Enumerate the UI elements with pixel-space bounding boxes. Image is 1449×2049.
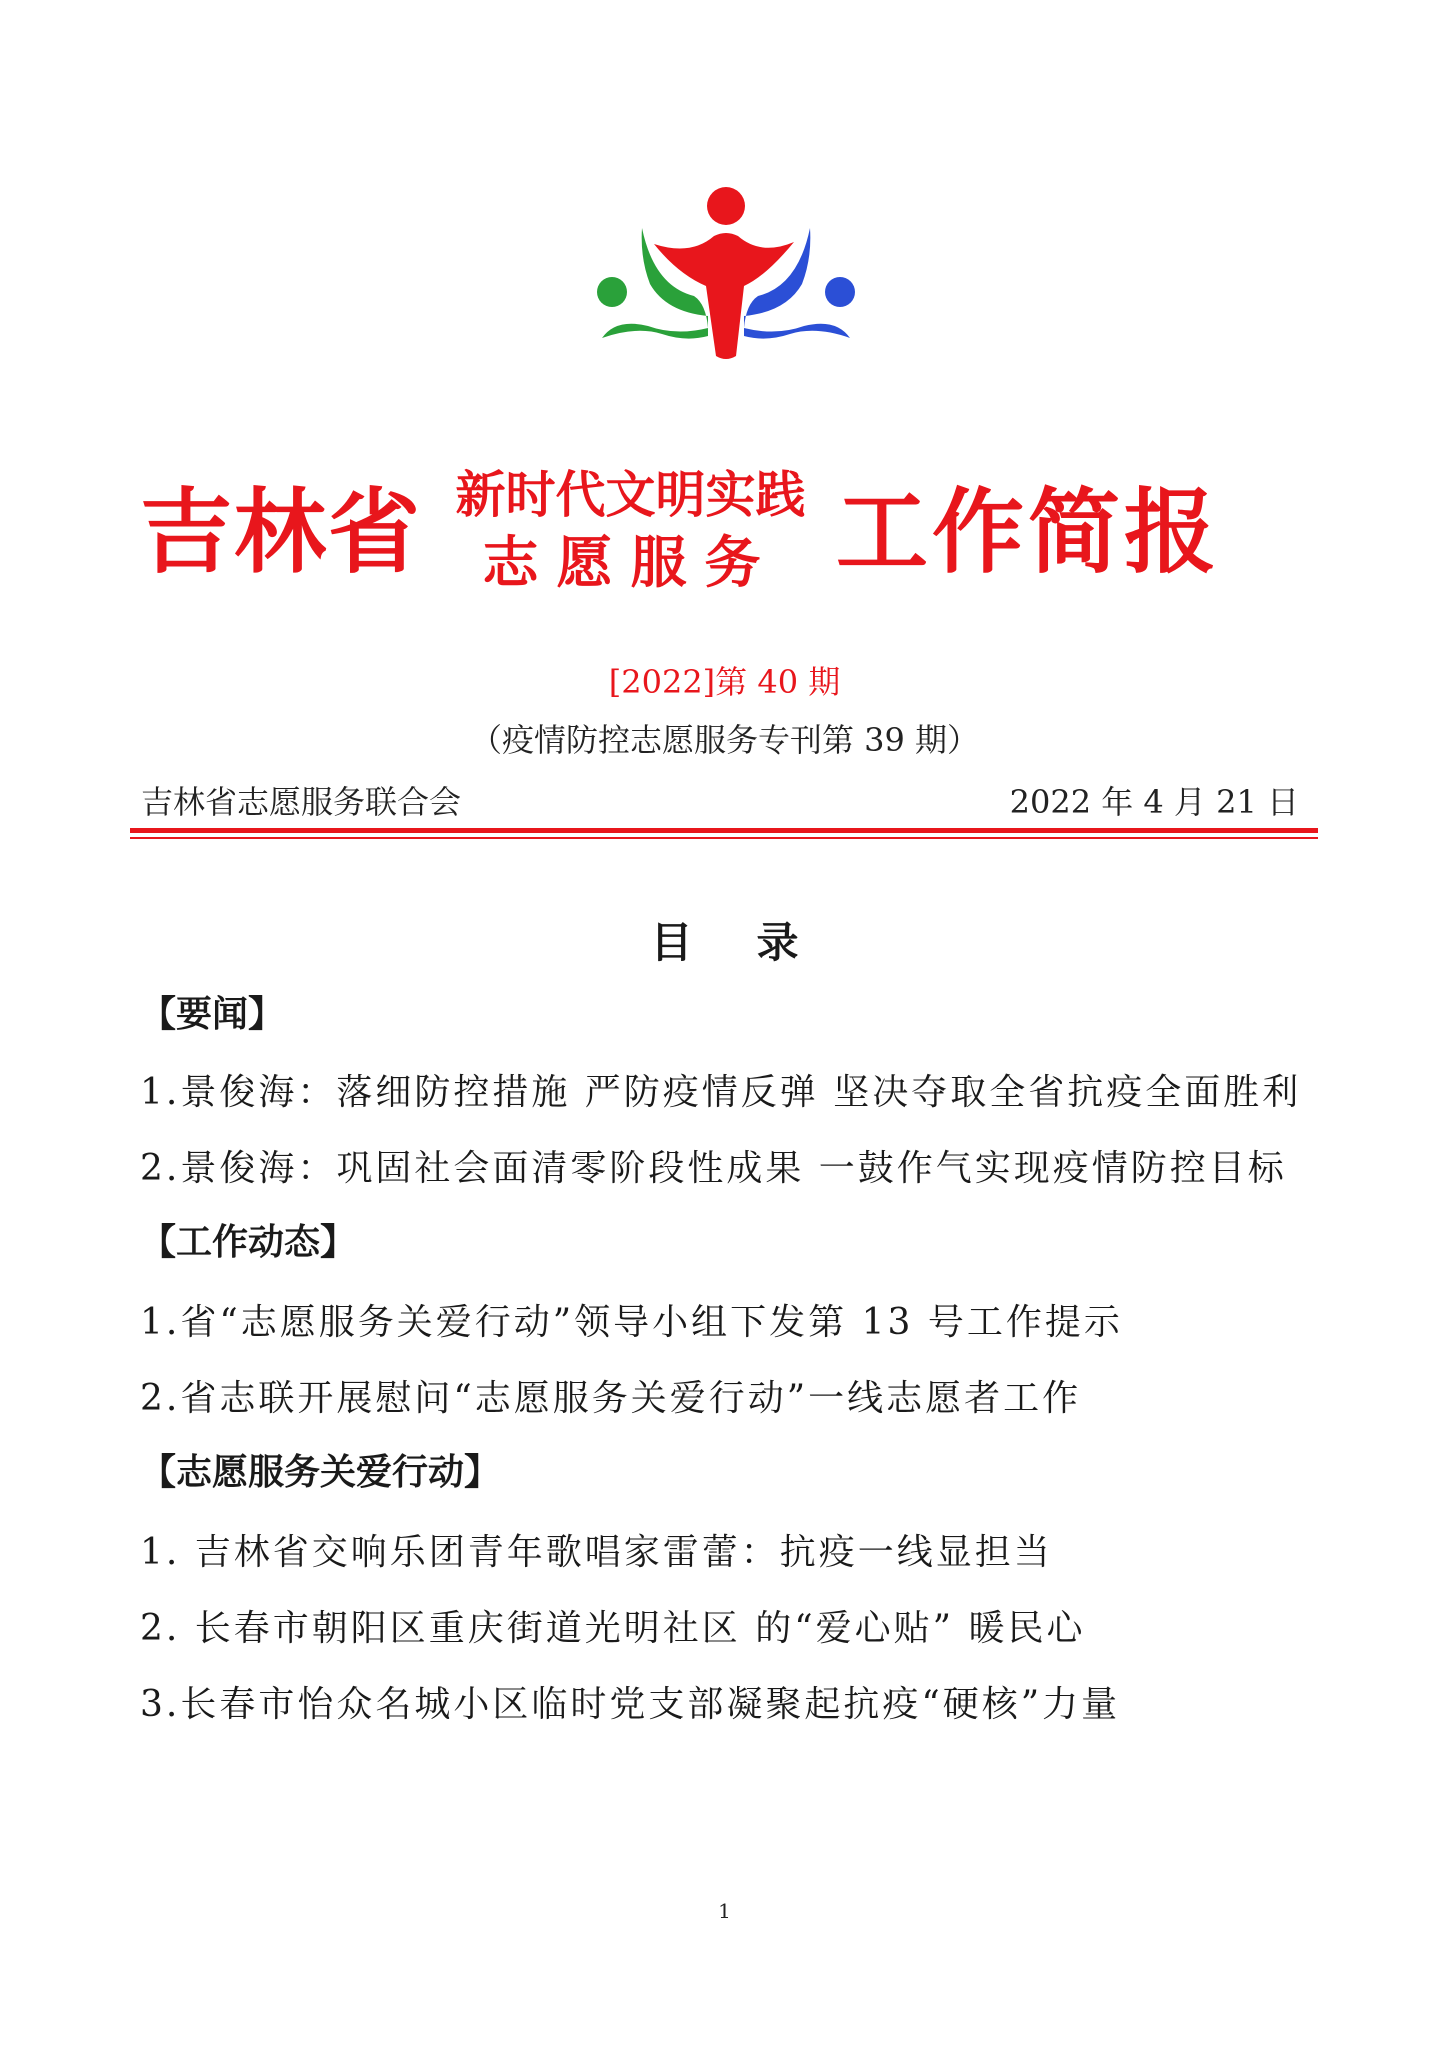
publish-date: 2022 年 4 月 21 日 — [1009, 783, 1299, 821]
toc-item[interactable]: 1.省“志愿服务关爱行动”领导小组下发第 13 号工作提示 — [140, 1302, 1123, 1343]
toc-item[interactable]: 2.景俊海：巩固社会面清零阶段性成果 一鼓作气实现疫情防控目标 — [140, 1148, 1287, 1189]
header-divider-thick — [130, 828, 1318, 833]
masthead-title: 工作简报 — [836, 479, 1221, 586]
masthead-middle-line1: 新时代文明实践 — [455, 466, 806, 524]
volunteer-logo-icon — [596, 186, 856, 364]
toc-section-heading: 【志愿服务关爱行动】 — [140, 1452, 501, 1493]
toc-item[interactable]: 2. 长春市朝阳区重庆街道光明社区 的“爱心贴” 暖民心 — [140, 1608, 1086, 1649]
toc-section-heading: 【要闻】 — [140, 994, 285, 1035]
toc-item[interactable]: 1. 吉林省交响乐团青年歌唱家雷蕾：抗疫一线显担当 — [140, 1532, 1053, 1573]
special-issue: （疫情防控志愿服务专刊第 39 期） — [469, 721, 980, 759]
toc-section-heading: 【工作动态】 — [140, 1222, 357, 1263]
masthead-province: 吉林省 — [140, 479, 423, 586]
header-divider-thin — [130, 837, 1318, 839]
masthead-middle-line2: 志愿服务 — [482, 531, 779, 596]
toc-item[interactable]: 1.景俊海：落细防控措施 严防疫情反弹 坚决夺取全省抗疫全面胜利 — [140, 1072, 1302, 1113]
toc-item[interactable]: 3.长春市怡众名城小区临时党支部凝聚起抗疫“硬核”力量 — [140, 1684, 1121, 1725]
publisher: 吉林省志愿服务联合会 — [141, 783, 462, 821]
page-number: 1 — [718, 1899, 731, 1923]
toc-title: 目录 — [650, 918, 863, 967]
issue-number: [2022]第 40 期 — [608, 663, 841, 701]
toc-item[interactable]: 2.省志联开展慰问“志愿服务关爱行动”一线志愿者工作 — [140, 1378, 1082, 1419]
masthead-middle — [448, 462, 813, 600]
